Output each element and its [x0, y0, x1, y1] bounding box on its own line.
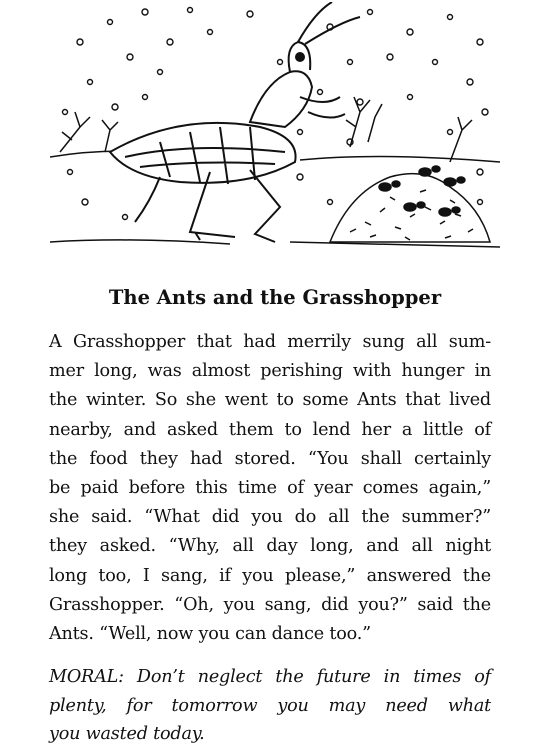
- body-line: A Grasshopper that had merrily sung all sum-: [49, 332, 491, 352]
- story-title: The Ants and the Grasshopper: [108, 286, 442, 309]
- body-line: mer long, was almost perishing with hunger in: [49, 361, 491, 382]
- body-line: long too, I sang, if you please,” answered the: [49, 565, 491, 586]
- body-line: Ants. “Well, now you can dance too.”: [49, 624, 371, 645]
- body-line: the food they had stored. “You shall certainly: [49, 448, 491, 469]
- moral-line: you wasted today.: [49, 724, 205, 744]
- body-line: the winter. So she went to some Ants that lived: [49, 390, 491, 411]
- moral-line: MORAL: Don’t neglect the future in times of: [49, 667, 491, 687]
- grasshopper-and-ants-illustration: [50, 2, 500, 264]
- body-line: nearby, and asked them to lend her a little of: [49, 419, 491, 440]
- body-line: they asked. “Why, all day long, and all night: [49, 536, 491, 557]
- story-body: [49, 328, 491, 649]
- story-moral: [49, 663, 491, 749]
- moral-line: plenty, for tomorrow you may need what: [49, 695, 491, 716]
- body-line: she said. “What did you do all the summer?”: [49, 507, 491, 528]
- body-line: Grasshopper. “Oh, you sang, did you?” said the: [49, 594, 491, 615]
- body-line: be paid before this time of year comes again,”: [49, 478, 491, 499]
- grasshopper: [110, 2, 360, 242]
- food-pile-with-ants: [330, 166, 490, 242]
